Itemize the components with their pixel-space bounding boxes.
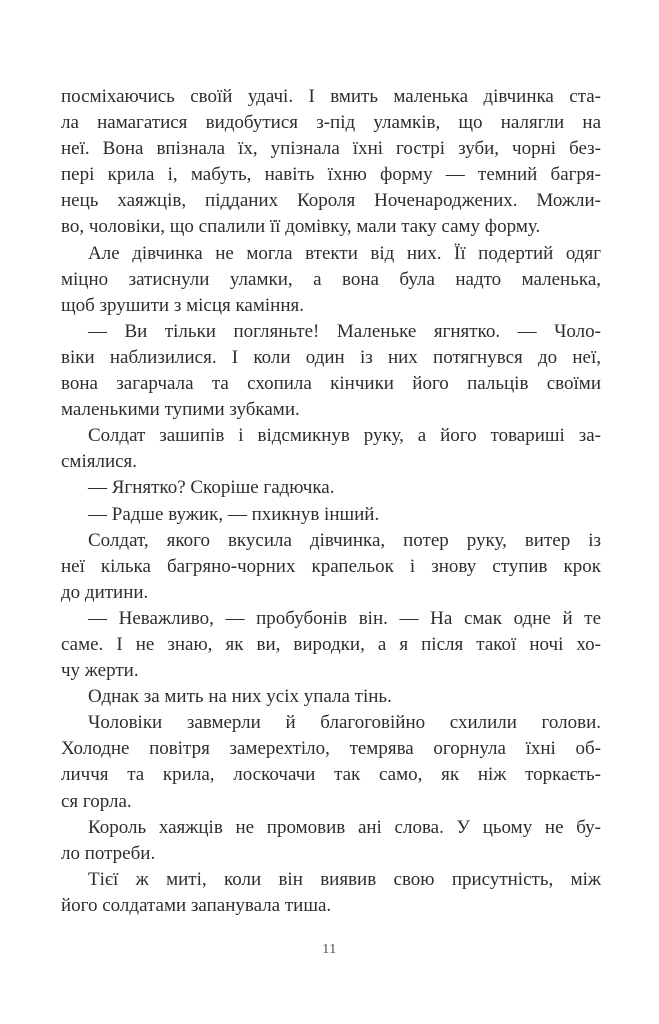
text-line: Тієї ж миті, коли він виявив свою присутність, між <box>88 868 601 890</box>
paragraph <box>61 606 601 684</box>
paragraph <box>61 528 601 606</box>
paragraph <box>61 423 601 475</box>
text-line: Солдат зашипів і відсмикнув руку, а його товариші за- <box>88 425 601 447</box>
text-line: до дитини. <box>61 581 149 603</box>
text-line: — Радше вужик, — пхикнув інший. <box>88 503 380 525</box>
text-line: посміхаючись своїй удачі. І вмить маленька дівчинка ста- <box>61 86 601 107</box>
text-line: щоб зрушити з місця каміння. <box>61 294 304 316</box>
paragraph <box>61 815 601 867</box>
text-line: саме. І не знаю, як ви, виродки, а я після такої ночі хо- <box>61 633 601 655</box>
text-line: чу жерти. <box>61 660 139 682</box>
text-line: Солдат, якого вкусила дівчинка, потер руку, витер із <box>88 529 601 551</box>
text-line: — Неважливо, — пробубонів він. — На смак одне й те <box>88 607 601 629</box>
text-line: Однак за мить на них усіх упала тінь. <box>88 686 392 708</box>
paragraph <box>61 710 601 814</box>
text-line: пері крила і, мабуть, навіть їхню форму — темний багря- <box>61 164 601 186</box>
text-line: ся горла. <box>61 790 132 812</box>
text-line: неї кілька багряно-чорних крапельок і знову ступив крок <box>61 555 601 577</box>
text-line: личчя та крила, лоскочачи так само, як ніж торкаєть- <box>61 764 601 786</box>
text-line: — Ви тільки погляньте! Маленьке ягнятко. — Чоло- <box>88 320 601 342</box>
paragraph <box>61 867 601 919</box>
paragraph <box>61 475 601 501</box>
text-line: Холодне повітря замерехтіло, темрява огорнула їхні об- <box>61 738 601 760</box>
page-number: 11 <box>322 942 337 957</box>
text-line: Чоловіки завмерли й благоговійно схилили голови. <box>88 712 601 734</box>
text-line: віки наблизилися. І коли один із них потягнувся до неї, <box>61 346 601 368</box>
paragraph <box>61 319 601 423</box>
text-line: міцно затиснули уламки, а вона була надто маленька, <box>61 268 601 290</box>
text-line: маленькими тупими зубками. <box>61 399 300 421</box>
text-line: ла намагатися видобутися з-під уламків, що налягли на <box>61 112 601 134</box>
paragraph <box>61 241 601 319</box>
text-line: во, чоловіки, що спалили її домівку, мали таку саму форму. <box>61 216 541 238</box>
text-line: Король хаяжців не промовив ані слова. У цьому не бу- <box>88 816 601 838</box>
paragraph <box>61 502 601 528</box>
page-text <box>61 84 601 919</box>
paragraph <box>61 684 601 710</box>
text-line: сміялися. <box>61 451 138 473</box>
text-line: неї. Вона впізнала їх, упізнала їхні гострі зуби, чорні без- <box>61 138 601 160</box>
text-line: вона загарчала та схопила кінчики його пальців своїми <box>61 373 601 395</box>
paragraph <box>61 84 601 241</box>
text-line: нець хаяжців, підданих Короля Ноченароджених. Можли- <box>61 190 601 212</box>
text-line: Але дівчинка не могла втекти від них. Її подертий одяг <box>88 242 601 264</box>
text-line: ло потреби. <box>61 842 156 864</box>
text-line: — Ягнятко? Скоріше гадючка. <box>88 477 335 499</box>
text-line: його солдатами запанувала тиша. <box>61 894 332 916</box>
